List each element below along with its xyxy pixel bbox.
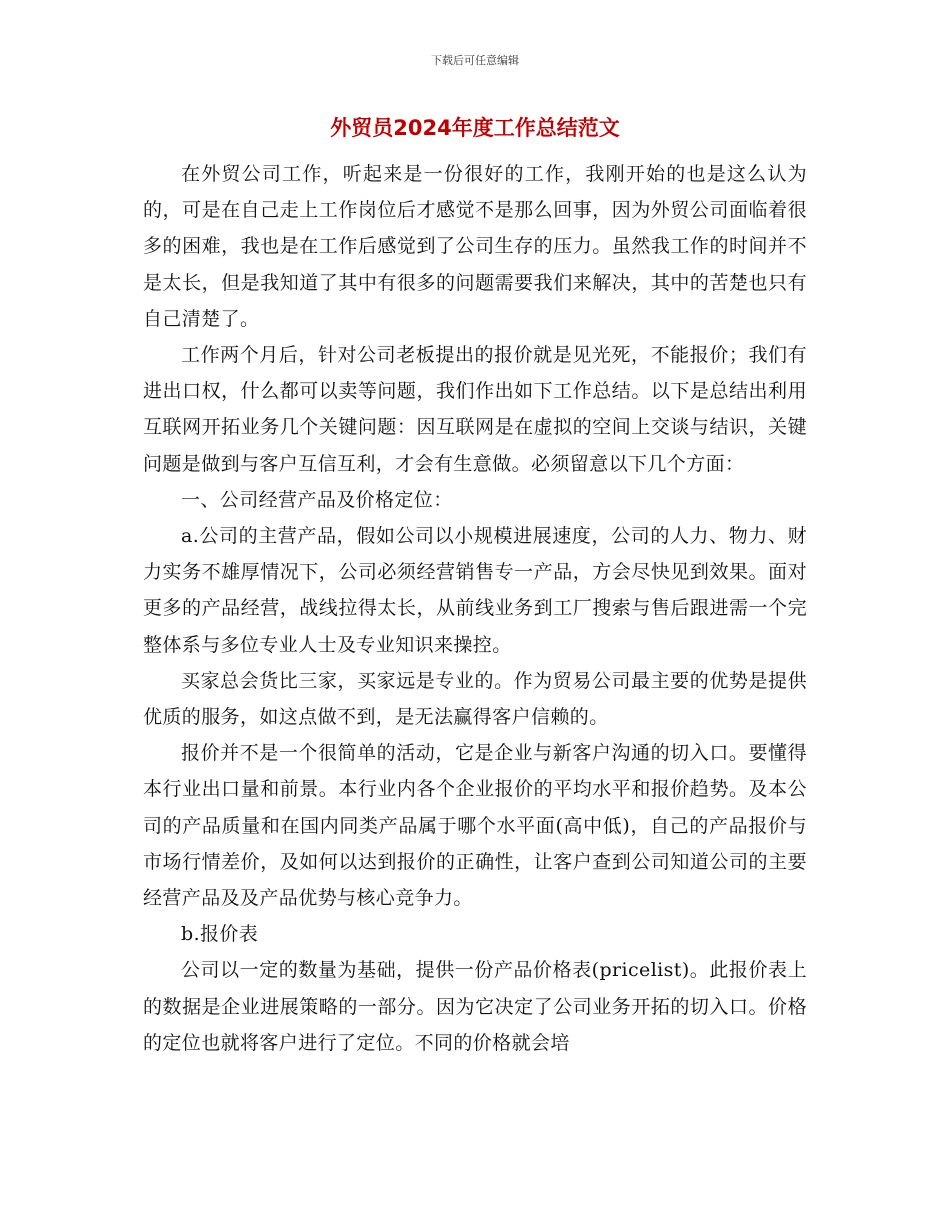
paragraph: 报价并不是一个很简单的活动，它是企业与新客户沟通的切入口。要懂得本行业出口量和前景。本行业内各个企业报价的平均水平和报价趋势。及本公司的产品质量和在国内同类产品属于哪个水平面(高中低)，自己的产品报价与市场行情差价，及如何以达到报价的正确性，让客户查到公司知道公司的主要经营产品及及产品优势与核心竞争力。: [143, 742, 807, 910]
paragraph: 公司以一定的数量为基础，提供一份产品价格表(pricelist)。此报价表上的数据是企业进展策略的一部分。因为它决定了公司业务开拓的切入口。价格的定位也就将客户进行了定位。不同的价格就会培: [143, 959, 807, 1054]
header-note: 下载后可任意编辑: [431, 54, 519, 67]
paragraph: 买家总会货比三家，买家远是专业的。作为贸易公司最主要的优势是提供优质的服务，如这点做不到，是无法赢得客户信赖的。: [143, 669, 807, 729]
paragraph: a.公司的主营产品，假如公司以小规模进展速度，公司的人力、物力、财力实务不雄厚情况下，公司必须经营销售专一产品，方会尽快见到效果。面对更多的产品经营，战线拉得太长，从前线业务到工厂搜索与售后跟进需一个完整体系与多位专业人士及专业知识来操控。: [143, 525, 807, 656]
document-body: [143, 156, 807, 1061]
document-title: 外贸员2024年度工作总结范文: [330, 116, 620, 140]
section-heading: 一、公司经营产品及价格定位：: [181, 488, 453, 511]
paragraph: 在外贸公司工作，听起来是一份很好的工作，我刚开始的也是这么认为的，可是在自己走上工作岗位后才感觉不是那么回事，因为外贸公司面临着很多的困难，我也是在工作后感觉到了公司生存的压力。虽然我工作的时间并不是太长，但是我知道了其中有很多的问题需要我们来解决，其中的苦楚也只有自己清楚了。: [143, 163, 807, 330]
paragraph: 工作两个月后，针对公司老板提出的报价就是见光死，不能报价；我们有进出口权，什么都可以卖等问题，我们作出如下工作总结。以下是总结出利用互联网开拓业务几个关键问题：因互联网是在虚拟的空间上交谈与结识，关键问题是做到与客户互信互利，才会有生意做。必须留意以下几个方面：: [143, 344, 807, 475]
section-heading: b.报价表: [181, 923, 259, 946]
